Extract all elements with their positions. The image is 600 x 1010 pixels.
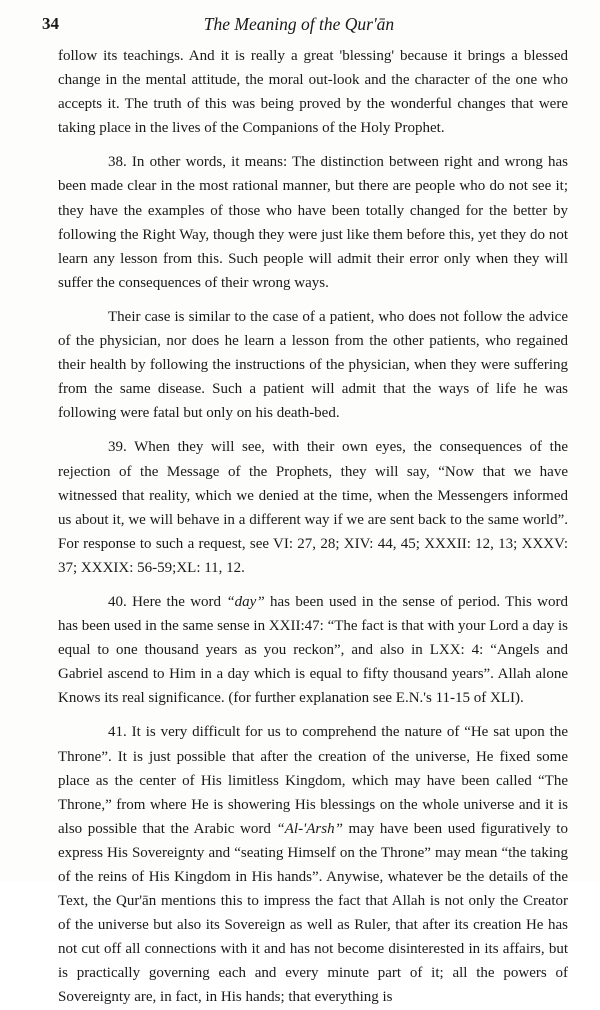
note-40-term-day: “day” — [226, 593, 265, 610]
body-text — [58, 44, 568, 1010]
running-title: The Meaning of the Qur'ān — [203, 14, 395, 34]
paragraph-continuation: follow its teachings. And it is really a great 'blessing' because it brings a blessed change in the mental attitude, the moral out-look and the character of the one who accepts it. The truth of this was being proved by the wonderful changes that were taking place in the lives of the Companions of the Holy Prophet. — [58, 48, 568, 137]
note-41-text-a: 41. It is very difficult for us to comprehend the nature of “He sat upon the Throne”. It is just possible that after the creation of the universe, He fixed some place as the center of His limitless Kingdom, which may have been called “The Throne,” from where He is showering His blessings on the whole universe and it is also possible that the Arabic word — [58, 724, 568, 837]
paragraph-note-39: 39. When they will see, with their own eyes, the consequences of the rejection of the Message of the Prophets, they will say, “Now that we have witnessed that reality, which we denied at the time, when the Messengers informed us about it, we will behave in a different way if we are sent back to the same world”. For response to such a request, see VI: 27, 28; XIV: 44, 45; XXXII: 12, 13; XXXV: 37; XXXIX: 56-59;XL: 11, 12. — [58, 439, 568, 576]
note-40-text-a: 40. Here the word — [108, 593, 227, 610]
page-number: 34 — [42, 14, 59, 33]
paragraph-note-41 — [58, 720, 568, 1009]
note-41-text-b: may have been used figuratively to express His Sovereignty and “seating Himself on the Throne” may mean “the taking of the reins of His Kingdom in His hands”. Anywise, whatever be the details of the Text, the Qur'ān mentions this to impress the fact that Allah is not only the Creator of the universe but also its Sovereign as well as Ruler, that after its creation He has not cut off all connections with it and has not become disinterested in its affairs, but is practically governing each and every minute part of it; all the powers of Sovereignty are, in fact, in His hands; that everything is — [58, 820, 568, 1006]
note-41-term-al-arsh: “Al-'Arsh” — [276, 820, 343, 837]
note-40-text-b: has been used in the sense of period. This word has been used in the same sense in XXII:47: “The fact is that with your Lord a day is equal to one thousand years as you reckon”, and also in LXX: 4: “Angels and Gabriel ascend to Him in a day which is equal to fifty thousand years”. Allah alone Knows its real significance. (for further explanation see E.N.'s 11-15 of XLI). — [58, 593, 569, 707]
paragraph-note-40 — [58, 590, 568, 710]
paragraph-note-38: 38. In other words, it means: The distinction between right and wrong has been made clear in the most rational manner, but there are people who do not see it; they have the examples of those who have been totally changed for the better by following the Right Way, though they were just like them before this, yet they do not learn any lesson from this. Such people will admit their error only when they will suffer the consequences of their wrong ways. — [58, 154, 568, 291]
page-header — [42, 14, 556, 36]
paragraph-patient-analogy: Their case is similar to the case of a patient, who does not follow the advice of the physician, nor does he learn a lesson from the other patients, who regained their health by following the instructions of the physician, when they were suffering from the same disease. Such a patient will admit that the ways of life he was following were fatal but only on his death-bed. — [58, 308, 568, 422]
